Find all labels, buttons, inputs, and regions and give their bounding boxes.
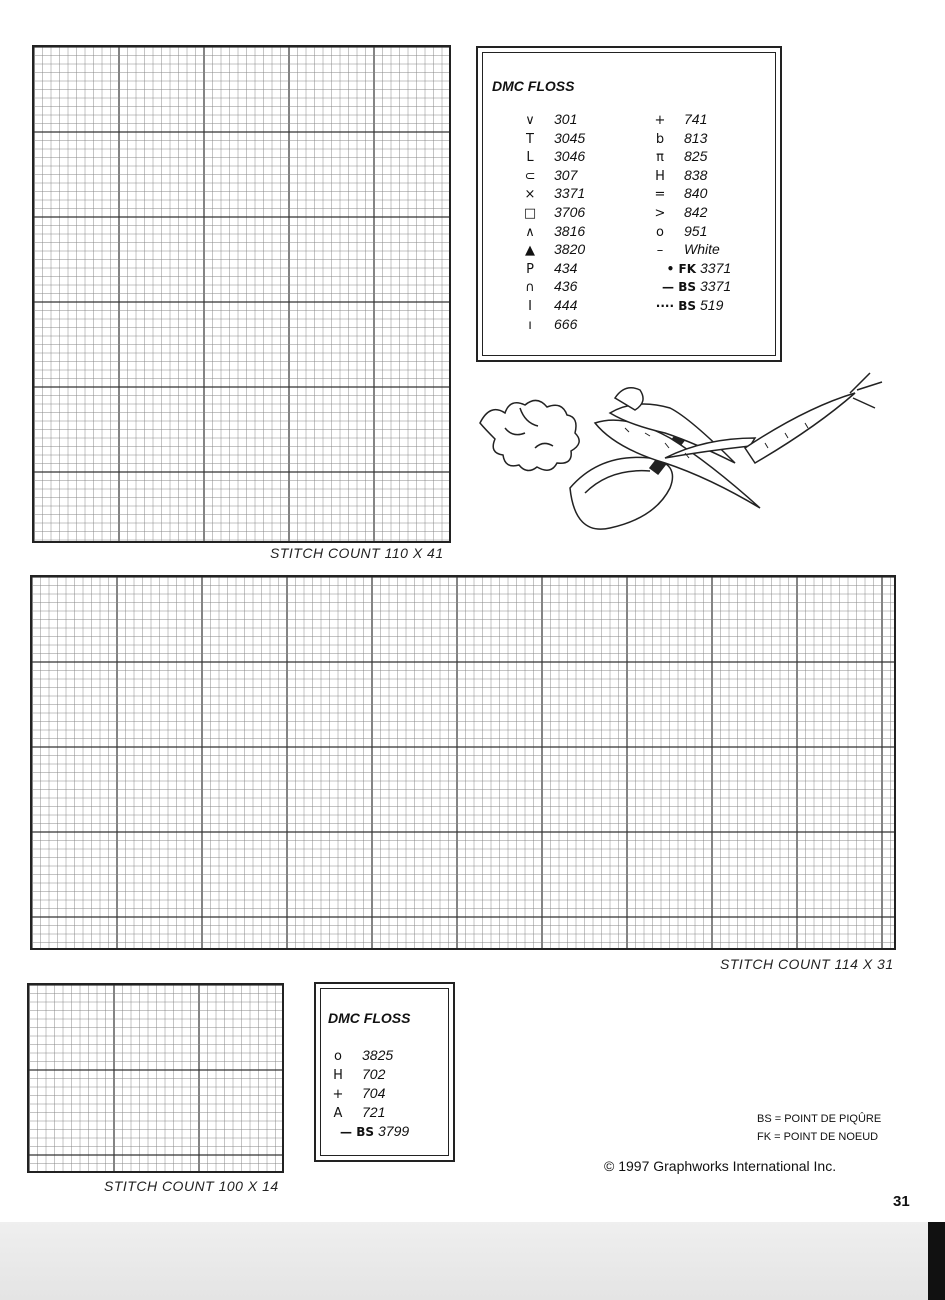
legend-code: 3046 [554, 148, 586, 165]
legend-code: White [684, 241, 720, 258]
legend-row [520, 147, 585, 165]
legend-symbol: H [655, 168, 665, 184]
legend-row [650, 277, 731, 295]
legend-symbol: π [656, 150, 664, 166]
legend-code: 434 [554, 259, 578, 276]
legend-main-title: DMC FLOSS [492, 78, 575, 94]
legend-row [650, 110, 707, 128]
chart-grid-top [32, 45, 451, 543]
legend-row [520, 129, 585, 147]
legend-code: 741 [684, 111, 708, 127]
legend-row [328, 1103, 385, 1121]
legend-row [328, 1065, 385, 1083]
legend-row [650, 240, 720, 258]
copyright: © 1997 Graphworks International Inc. [604, 1158, 837, 1174]
legend-code: 444 [554, 297, 578, 313]
chart-grid-bottom [27, 983, 284, 1173]
chart-grid-middle [30, 575, 896, 950]
legend-symbol: = [654, 187, 666, 203]
legend-code: 3371 [554, 185, 586, 202]
legend-symbol: ▲ [525, 243, 535, 259]
carrot-trowel-illustration [465, 368, 895, 538]
legend-code: 3799 [378, 1123, 410, 1139]
scan-bottom-band [0, 1222, 945, 1300]
note-fk: FK = POINT DE NOEUD [757, 1131, 879, 1143]
legend-row [520, 184, 585, 202]
legend-row [520, 110, 577, 128]
legend-symbol: — BS [662, 280, 696, 295]
legend-row [520, 240, 585, 258]
legend-symbol: ∨ [525, 113, 535, 128]
legend-symbol: o [334, 1049, 342, 1064]
legend-row [520, 296, 577, 314]
chart-grid-middle-lines [32, 577, 894, 948]
abbreviation-notes [757, 1110, 881, 1146]
legend-code: 436 [554, 278, 578, 295]
legend-code: 838 [684, 166, 708, 183]
legend-row [650, 184, 707, 202]
note-bs: BS = POINT DE PIQÛRE [757, 1113, 882, 1125]
legend-code: 813 [684, 129, 708, 146]
legend-symbol: b [655, 131, 665, 147]
legend-code: 702 [362, 1066, 386, 1082]
chart-grid-bottom-lines [29, 985, 282, 1171]
legend-row [650, 296, 723, 314]
legend-code: 704 [362, 1085, 386, 1101]
legend-symbol: L [526, 150, 534, 166]
legend-row [650, 129, 707, 147]
legend-row [650, 222, 707, 240]
legend-symbol: o [656, 224, 664, 240]
legend-small [314, 982, 455, 1162]
legend-row [520, 203, 585, 221]
legend-row [520, 166, 577, 184]
legend-symbol: □ [523, 206, 537, 221]
legend-symbol: + [654, 113, 666, 128]
legend-symbol: ı [528, 317, 532, 333]
page-number: 31 [893, 1193, 910, 1210]
stitch-count-top: STITCH COUNT 110 X 41 [270, 545, 444, 561]
legend-code: 3706 [554, 204, 586, 220]
legend-code: 825 [684, 148, 708, 165]
legend-row [520, 277, 577, 295]
legend-code: 3371 [700, 278, 732, 295]
legend-row [650, 203, 707, 221]
legend-row [328, 1084, 385, 1102]
legend-code: 519 [700, 297, 724, 313]
legend-code: 666 [554, 315, 578, 332]
legend-row [650, 166, 707, 184]
legend-symbol: ⊂ [524, 168, 536, 184]
legend-symbol: • FK [666, 261, 696, 276]
legend-code: 3371 [700, 259, 732, 276]
legend-symbol: H [333, 1068, 343, 1083]
legend-symbol: > [654, 206, 666, 221]
chart-grid-top-lines [34, 47, 449, 541]
legend-symbol: ···· BS [655, 299, 696, 313]
legend-row [650, 147, 707, 165]
legend-code: 3816 [554, 222, 586, 239]
legend-row [328, 1046, 393, 1064]
legend-symbol: T [526, 131, 534, 147]
scan-edge-bar [928, 1222, 945, 1300]
legend-code: 840 [684, 185, 708, 202]
legend-small-title: DMC FLOSS [328, 1010, 411, 1026]
legend-code: 301 [554, 111, 578, 127]
legend-code: 842 [684, 204, 708, 220]
legend-symbol: — BS [340, 1125, 374, 1139]
legend-main [476, 46, 782, 362]
legend-row [520, 222, 585, 240]
legend-symbol: – [656, 243, 664, 259]
legend-symbol: I [528, 299, 532, 314]
legend-code: 721 [362, 1104, 386, 1120]
legend-symbol: A [333, 1106, 343, 1121]
legend-code: 3820 [554, 241, 586, 258]
legend-code: 3045 [554, 129, 586, 146]
legend-code: 3825 [362, 1047, 394, 1063]
legend-symbol: ∩ [525, 280, 535, 296]
stitch-count-middle: STITCH COUNT 114 X 31 [720, 956, 894, 972]
legend-row [520, 315, 577, 333]
legend-symbol: P [526, 261, 534, 277]
legend-code: 307 [554, 166, 578, 183]
legend-symbol: × [524, 187, 536, 203]
legend-symbol: + [332, 1087, 344, 1102]
legend-code: 951 [684, 222, 708, 239]
stitch-count-bottom: STITCH COUNT 100 X 14 [104, 1178, 279, 1194]
legend-symbol: ∧ [525, 224, 535, 240]
legend-row [328, 1122, 409, 1140]
legend-row [520, 259, 577, 277]
legend-row [650, 259, 731, 277]
